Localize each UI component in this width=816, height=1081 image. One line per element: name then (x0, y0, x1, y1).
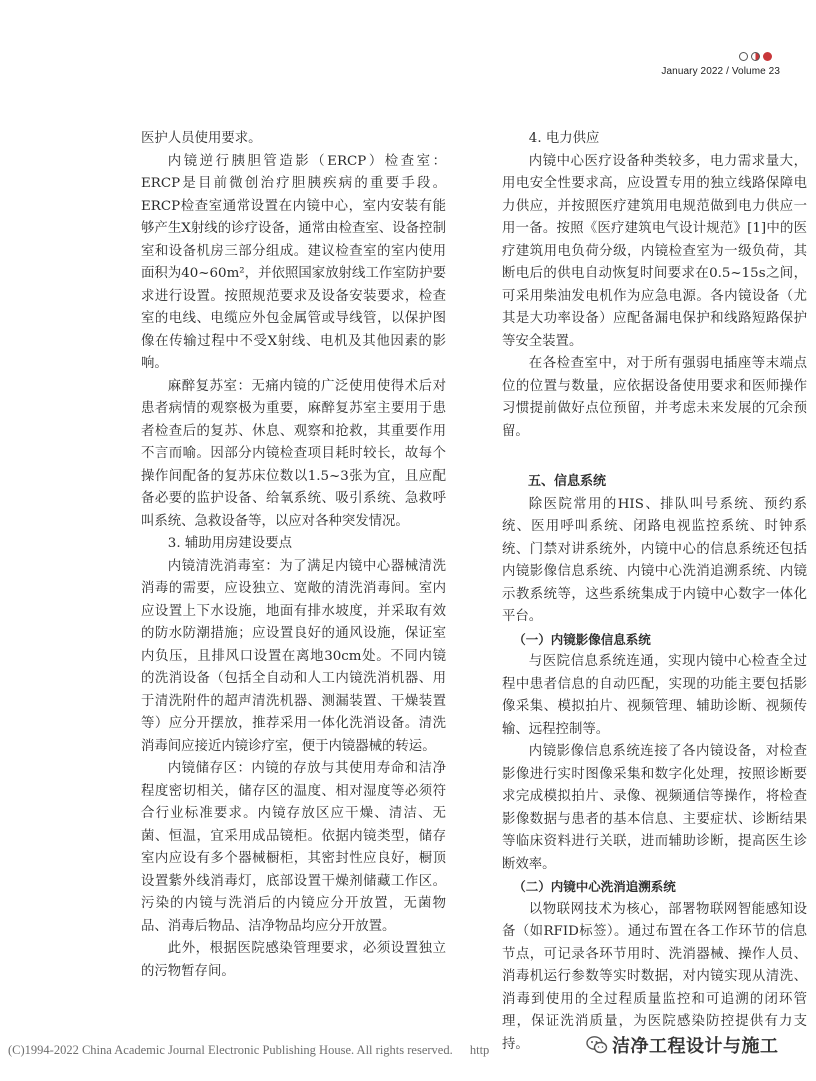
left-column (141, 128, 446, 983)
paragraph-cleaning-room: 内镜清洗消毒室：为了满足内镜中心器械清洗消毒的需要，应设独立、宽敞的清洗消毒间。室内应设置上下水设施，地面有排水坡度，并采取有效的防水防潮措施；应设置良好的通风设施，保证室内负压，且排风口设置在离地30cm处。不同内镜的洗消设备（包括全自动和人工内镜洗消机器、用于清洗附件的超声清洗机器、测漏装置、干燥装置等）应分开摆放，推荐采用一体化洗消设备。清洗消毒间应接近内镜诊疗室，便于内镜器械的转运。 (141, 558, 446, 754)
url-fragment: http (469, 1043, 490, 1057)
logo-circle-outline (739, 52, 748, 61)
section-heading-information: 五、信息系统 (528, 474, 607, 489)
paragraph-recovery-room: 麻醉复苏室：无痛内镜的广泛使用使得术后对患者病情的观察极为重要，麻醉复苏室主要用于患者检查后的复苏、休息、观察和抢救，其重要作用不言而喻。因部分内镜检查项目耗时较长，故每个操作间配备的复苏床位数以1.5~3张为宜，且应配备必要的监护设备、给氧系统、吸引系统、急救呼叫系统、急救设备等，以应对各种突发情况。 (141, 378, 446, 529)
issue-info: January 2022 / Volume 23 (661, 66, 780, 77)
paragraph-information: 除医院常用的HIS、排队叫号系统、预约系统、医用呼叫系统、闭路电视监控系统、时钟系统、门禁对讲系统外，内镜中心的信息系统还包括内镜影像信息系统、内镜中心洗消追溯系统、内镜示教系统等，这些系统集成于内镜中心数字一体化平台。 (502, 496, 807, 624)
copyright-footer (8, 1043, 489, 1058)
watermark-text: 洁净工程设计与施工 (612, 1036, 779, 1057)
paragraph-storage: 内镜储存区：内镜的存放与其使用寿命和洁净程度密切相关，储存区的温度、相对湿度等必须符合行业标准要求。内镜存放区应干燥、清洁、无菌、恒温，宜采用成品镜柜。依据内镜类型，储存室内应设有多个器械橱柜，其密封性应良好，橱顶设置紫外线消毒灯，底部设置干燥剂储藏工作区。污染的内镜与洗消后的内镜应分开放置，无菌物品、消毒后物品、洁净物品均应分开放置。 (141, 761, 446, 934)
spacer (502, 443, 807, 457)
paragraph: 医护人员使用要求。 (141, 131, 262, 146)
paragraph-imaging-1: 与医院信息系统连通，实现内镜中心检查全过程中患者信息的自动匹配，实现的功能主要包括影像采集、模拟拍片、视频管理、辅助诊断、视频传输、远程控制等。 (502, 654, 807, 737)
logo-circle-filled (763, 52, 772, 61)
logo-circle-half (751, 52, 760, 61)
wechat-icon (586, 1035, 608, 1055)
subsection-heading-tracing: （二）内镜中心洗消追溯系统 (513, 879, 676, 894)
copyright-text: (C)1994-2022 China Academic Journal Electronic Publishing House. All rights reserved. (8, 1043, 453, 1057)
paragraph-waste: 此外，根据医院感染管理要求，必须设置独立的污物暂存间。 (141, 941, 446, 979)
power-heading: 4. 电力供应 (528, 131, 600, 146)
subsection-heading: 3. 辅助用房建设要点 (167, 536, 292, 551)
right-column (502, 128, 807, 1056)
paragraph-tracing: 以物联网技术为核心，部署物联网智能感知设备（如RFID标签）。通过布置在各工作环节的信息节点，可记录各环节用时、洗消器械、操作人员、消毒机运行参数等实时数据，对内镜实现从清洗、消毒到使用的全过程质量监控和可追溯的闭环管理，保证洗消质量，为医院感染防控提供有力支持。 (502, 901, 807, 1052)
subsection-heading-imaging: （一）内镜影像信息系统 (513, 631, 651, 647)
watermark (586, 1032, 779, 1058)
paragraph-ercp: 内镜逆行胰胆管造影（ERCP）检查室：ERCP是目前微创治疗胆胰疾病的重要手段。ERCP检查室通常设置在内镜中心，室内安装有能够产生X射线的诊疗设备，通常由检查室、设备控制室和设备机房三部分组成。建议检查室的室内使用面积为40~60m²，并依照国家放射线工作室防护要求进行设置。按照规范要求及设备安装要求，检查室的电线、电缆应外包金属管或导线管，以保护图像在传输过程中不受X射线、电机及其他因素的影响。 (141, 153, 446, 371)
paragraph-imaging-2: 内镜影像信息系统连接了各内镜设备，对检查影像进行实时图像采集和数字化处理，按照诊断要求完成模拟拍片、录像、视频通信等操作，将检查影像数据与患者的基本信息、主要症状、诊断结果等临床资料进行关联，进而辅助诊断，提高医生诊断效率。 (502, 744, 807, 872)
journal-logo (739, 52, 772, 61)
paragraph-outlets: 在各检查室中，对于所有强弱电插座等末端点位的位置与数量，应依据设备使用要求和医师操作习惯提前做好点位预留，并考虑未来发展的冗余预留。 (502, 356, 807, 439)
paragraph-power: 内镜中心医疗设备种类较多，电力需求量大，用电安全性要求高，应设置专用的独立线路保障电力供应，并按照医疗建筑用电规范做到电力供应一用一备。按照《医疗建筑电气设计规范》[1]中的医疗建筑用电负荷分级，内镜检查室为一级负荷，其断电后的供电自动恢复时间要求在0.5~15s之间，可采用柴油发电机作为应急电源。各内镜设备（尤其是大功率设备）应配备漏电保护和线路短路保护等安全装置。 (502, 153, 807, 349)
